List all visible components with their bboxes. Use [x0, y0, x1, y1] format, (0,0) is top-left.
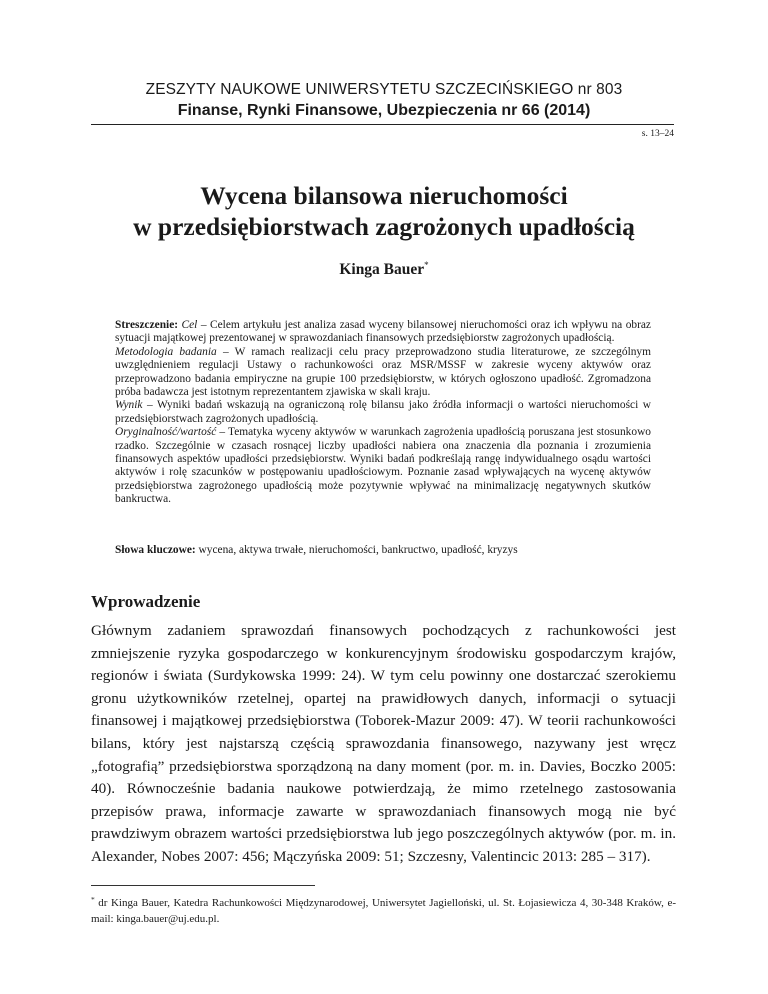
page-range: s. 13–24 — [641, 129, 674, 139]
abstract-wynik — [115, 399, 651, 426]
keywords-text: wycena, aktywa trwałe, nieruchomości, bankructwo, upadłość, kryzys — [195, 544, 518, 556]
abstract — [115, 319, 651, 507]
keywords-label: Słowa kluczowe: — [115, 544, 196, 556]
oryginalnosc-label: Oryginalność/wartość — [115, 426, 217, 439]
article-title — [60, 180, 708, 242]
footnote-rule — [91, 885, 315, 886]
footnote — [91, 892, 676, 927]
footnote-marker: * — [91, 895, 95, 904]
wynik-label: Wynik — [115, 399, 143, 412]
journal-header — [0, 80, 768, 122]
abstract-oryginalnosc — [115, 426, 651, 506]
header-rule — [91, 124, 674, 125]
body-paragraph: Głównym zadaniem sprawozdań finansowych pochodzących z rachunkowości jest zmniejszenie ryzyka gospodarczego w konkurencyjnym środowisku gospodarczym krajów, regionów i świata (Surdykowska 1999: 24). W tym celu powinny one dostarczać szerokiemu gronu użytkowników rzetelnej, opartej na prawidłowych danych, informacji o sytuacji finansowej i majątkowej przedsiębiorstwa (Toborek-Mazur 2009: 47). W teorii rachunkowości bilans, który jest najstarszą częścią sprawozdania finansowego, nazywany jest wręcz „fotografią” przedsiębiorstwa sporządzoną na dany moment (por. m. in. Davies, Boczko 2005: 40). Równocześnie badania naukowe potwierdzają, że mimo rzetelnego zastosowania przepisów prawa, informacje zawarte w sprawozdaniach finansowych mogą nie być prawdziwym obrazem wartości przedsiębiorstwa lub jego poszczególnych aktywów (por. m. in. Alexander, Nobes 2007: 456; Mączyńska 2009: 51; Szczesny, Valentincic 2013: 285 – 317). — [91, 622, 676, 865]
metodologia-text: – W ramach realizacji celu pracy przeprowadzono studia literaturowe, ze szczególnym uwzględnieniem regulacji Ustawy o rachunkowości oraz MSR/MSSF w zakresie wyceny aktywów oraz przeprowadzono badania empiryczne na grupie 100 przedsiębiorstw, w których ogłoszono upadłość. Zgromadzona próba badawcza jest istotnym reprezentantem zjawiska w skali kraju. — [115, 345, 651, 399]
abstract-metodologia — [115, 346, 651, 400]
abstract-cel — [115, 319, 651, 346]
keywords — [115, 543, 651, 557]
title-line-1: Wycena bilansowa nieruchomości — [200, 181, 568, 210]
section-heading: Wprowadzenie — [91, 592, 201, 611]
journal-name: ZESZYTY NAUKOWE UNIWERSYTETU SZCZECIŃSKIEGO nr 803 — [145, 81, 623, 98]
author-footnote-marker: * — [424, 260, 429, 270]
title-line-2: w przedsiębiorstwach zagrożonych upadłością — [133, 212, 635, 241]
author — [0, 260, 768, 279]
wynik-text: – Wyniki badań wskazują na ograniczoną rolę bilansu jako źródła informacji o wartości nieruchomości w przedsiębiorstwach zagrożonych upadłością. — [115, 399, 651, 425]
oryginalnosc-text: – Tematyka wyceny aktywów w warunkach zagrożenia upadłością poruszana jest stosunkowo rzadko. Szczególnie w czasach rosnącej liczby upadłości nabiera ona znaczenia dla poznania i zrozumienia finansowych aspektów upadłości przedsiębiorstw. Wyniki badań podkreślają rangę indywidualnego osądu wartości aktywów i rolę szacunków w postępowaniu upadłościowym. Poznanie zasad wpływających na wycenę aktywów przedsiębiorstwa zagrożonego upadłością może pozytywnie wpływać na minimalizację negatywnych skutków bankructwa. — [115, 426, 651, 506]
footnote-text: dr Kinga Bauer, Katedra Rachunkowości Międzynarodowej, Uniwersytet Jagielloński, ul. St. Łojasiewicza 4, 30-348 Kraków, e-mail: kinga.bauer@uj.edu.pl. — [91, 897, 676, 925]
cel-text: – Celem artykułu jest analiza zasad wyceny bilansowej nieruchomości oraz ich wpływu na obraz sytuacji majątkowej prezentowanej w sprawozdaniach finansowych przedsiębiorstw zagrożonych upadłością. — [115, 319, 651, 345]
abstract-label: Streszczenie: — [115, 319, 179, 331]
metodologia-label: Metodologia badania — [115, 345, 217, 358]
author-name: Kinga Bauer — [339, 261, 425, 278]
cel-label: Cel — [181, 319, 198, 331]
journal-series: Finanse, Rynki Finansowe, Ubezpieczenia nr 66 (2014) — [177, 102, 591, 119]
